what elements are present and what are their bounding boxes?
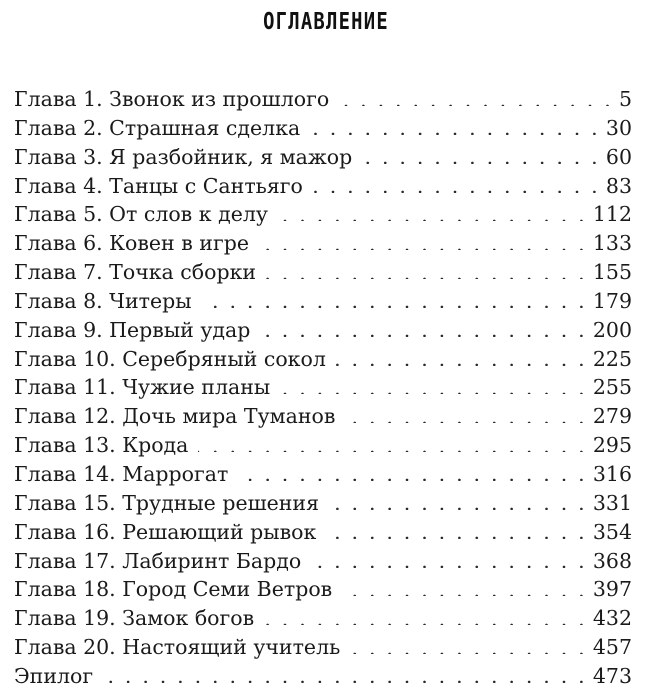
toc-entry (14, 662, 632, 691)
toc-entry (14, 287, 632, 316)
toc-entry (14, 316, 632, 345)
toc-entry-title: Глава 1. Звонок из прошлого (14, 87, 330, 111)
toc-entry (14, 172, 632, 201)
toc-entry-page-number: 279 (592, 404, 632, 429)
toc-heading: ОГЛАВЛЕНИЕ (263, 9, 389, 35)
toc-entry-page-number: 200 (592, 317, 632, 342)
toc-entry-page-number: 473 (592, 663, 632, 688)
dot-leader (326, 518, 587, 539)
toc-entry-title: Эпилог (14, 663, 94, 688)
toc-entry (14, 402, 632, 431)
dot-leader (345, 403, 586, 424)
dot-leader (362, 143, 600, 164)
toc-entry (14, 518, 632, 547)
toc-entry-title: Глава 14. Маррогат (14, 461, 229, 486)
toc-entry (14, 489, 632, 518)
toc-entry-title: Глава 3. Я разбойник, я мажор (14, 144, 353, 169)
toc-entry-title: Глава 17. Лабиринт Бардо (14, 548, 302, 573)
toc-entry (14, 373, 632, 402)
toc-entry-page-number: 432 (592, 606, 632, 631)
toc-entry-title: Глава 10. Серебряный сокол (14, 346, 326, 371)
toc-entry (14, 575, 632, 604)
toc-entry-title: Глава 11. Чужие планы (14, 375, 271, 400)
toc-entry-title: Глава 13. Крода (14, 433, 189, 458)
toc-entry-page-number: 179 (592, 288, 632, 313)
dot-leader (329, 489, 587, 510)
dot-leader (350, 634, 587, 655)
toc-entry-title: Глава 8. Читеры (14, 288, 192, 313)
dot-leader (336, 345, 587, 366)
toc-entry-page-number: 255 (592, 375, 632, 400)
dot-leader (198, 432, 586, 453)
toc-entry-page-number: 5 (618, 87, 632, 111)
toc-entry (14, 143, 632, 172)
toc-entry-title: Глава 15. Трудные решения (14, 490, 320, 515)
toc-entry-page-number: 397 (592, 577, 632, 602)
toc-entry-title: Глава 2. Страшная сделка (14, 115, 301, 140)
toc-entry-title: Глава 16. Решающий рывок (14, 519, 317, 544)
dot-leader (266, 259, 587, 280)
dot-leader (260, 316, 586, 337)
toc-entry-title: Глава 6. Ковен в игре (14, 231, 249, 256)
toc-entry (14, 431, 632, 460)
toc-entry-page-number: 354 (592, 519, 632, 544)
dot-leader (259, 230, 587, 251)
toc-entry-title: Глава 12. Дочь мира Туманов (14, 404, 336, 429)
dot-leader (313, 172, 600, 193)
dot-leader (310, 114, 600, 135)
toc-entry-page-number: 316 (592, 461, 632, 486)
toc-entry (14, 633, 632, 662)
toc-entry-title: Глава 9. Первый удар (14, 317, 251, 342)
toc-entry (14, 258, 632, 287)
toc-entry-page-number: 83 (605, 173, 632, 198)
toc-entry-title: Глава 5. От слов к делу (14, 202, 268, 227)
toc-entry-title: Глава 20. Настоящий учитель (14, 635, 341, 660)
toc-entry-title: Глава 4. Танцы с Сантьяго (14, 173, 303, 198)
toc-entry-page-number: 295 (592, 433, 632, 458)
toc-entry (14, 229, 632, 258)
dot-leader (280, 374, 587, 395)
toc-entry-page-number: 133 (592, 231, 632, 256)
dot-leader (339, 86, 613, 107)
dot-leader (278, 201, 587, 222)
toc-entry-page-number: 457 (592, 635, 632, 660)
dot-leader (238, 460, 587, 481)
toc-entry (14, 114, 632, 143)
toc-entry (14, 547, 632, 576)
toc-entry (14, 200, 632, 229)
toc-entry (14, 460, 632, 489)
toc-list (14, 85, 632, 691)
toc-entry-page-number: 112 (592, 202, 632, 227)
toc-entry-page-number: 155 (592, 260, 632, 285)
toc-entry-page-number: 30 (605, 115, 632, 140)
toc-entry-title: Глава 7. Точка сборки (14, 260, 257, 285)
toc-entry-page-number: 331 (592, 490, 632, 515)
dot-leader (342, 576, 587, 597)
toc-entry-page-number: 225 (592, 346, 632, 371)
dot-leader (103, 662, 587, 683)
toc-entry-title: Глава 18. Город Семи Ветров (14, 577, 333, 602)
dot-leader (264, 605, 587, 626)
toc-entry-page-number: 60 (605, 144, 632, 169)
dot-leader (311, 547, 587, 568)
dot-leader (202, 287, 587, 308)
toc-entry-title: Глава 19. Замок богов (14, 606, 255, 631)
toc-entry (14, 85, 632, 114)
toc-entry (14, 604, 632, 633)
toc-entry-page-number: 368 (592, 548, 632, 573)
toc-entry (14, 345, 632, 374)
